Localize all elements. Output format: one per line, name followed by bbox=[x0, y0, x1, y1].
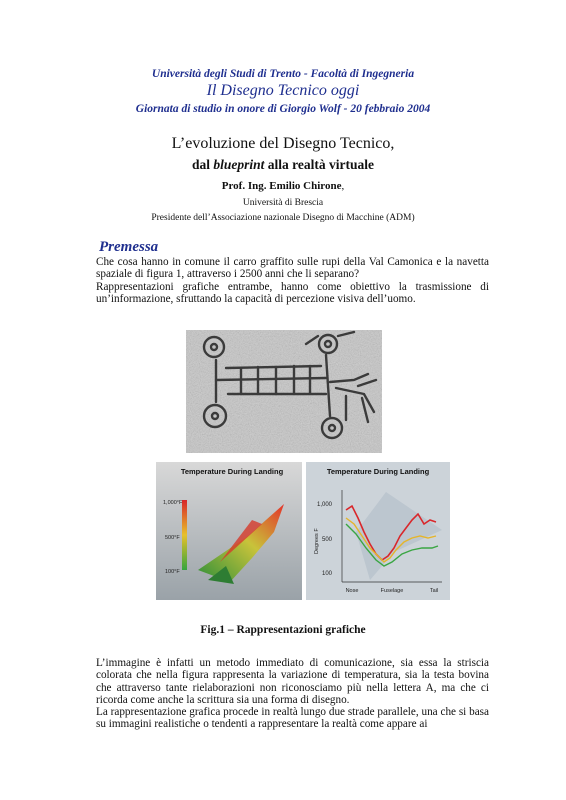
header-event-title: Il Disegno Tecnico oggi bbox=[206, 82, 360, 99]
author-punct: , bbox=[341, 180, 345, 192]
scale-label-mid: 500°F bbox=[165, 535, 180, 541]
paper-title: L’evoluzione del Disegno Tecnico, bbox=[171, 135, 395, 152]
right-panel-title: Temperature During Landing bbox=[326, 467, 430, 476]
temperature-scale-bar bbox=[182, 500, 187, 570]
y-tick-1000: 1,000 bbox=[316, 502, 332, 508]
paragraph-intro-s2: Rappresentazioni grafiche entrambe, hanno come obiettivo la trasmissione di un’informazione, sfruttando la capacità di percezione visiva dell’uomo. bbox=[96, 280, 489, 305]
x-tick-tail: Tail bbox=[429, 588, 439, 594]
left-panel-title: Temperature During Landing bbox=[180, 467, 284, 476]
scale-label-high: 1,000°F bbox=[163, 500, 183, 506]
y-tick-500: 500 bbox=[321, 537, 332, 543]
y-axis-label: Degrees F bbox=[314, 528, 320, 554]
paragraph-intro bbox=[96, 256, 489, 305]
subtitle-pre: dal bbox=[191, 157, 214, 172]
paper-subtitle bbox=[0, 157, 566, 173]
shuttle-temperature-figure bbox=[156, 462, 450, 600]
paragraph-intro-s1: Che cosa hanno in comune il carro graffito sulle rupi della Val Camonica e la navetta spaziale di figura 1, attraverso i 2500 anni che li separano? bbox=[96, 256, 489, 281]
author-role: Presidente dell’Associazione nazionale Disegno di Macchine (ADM) bbox=[151, 213, 415, 223]
paragraph-body-s1: L’immagine è infatti un metodo immediato di comunicazione, sia essa la striscia colorata che nella figura rappresenta la variazione di temperatura, sia la testa bovina che attraverso tante rielaborazioni non riconosciamo più nella lettera A, ma che ci ricorda come anche la scrittura sia una forma di disegno. bbox=[96, 657, 489, 706]
x-tick-nose: Nose bbox=[345, 588, 359, 594]
header-event-subtitle: Giornata di studio in onore di Giorgio Wolf - 20 febbraio 2004 bbox=[135, 103, 431, 115]
author-name: Prof. Ing. Emilio Chirone bbox=[221, 180, 342, 192]
x-tick-fuselage: Fuselage bbox=[380, 588, 404, 594]
paragraph-body-s2: La rappresentazione grafica procede in realtà lungo due strade parallele, una che si basa su immagini realistiche o tendenti a rappresentare la realtà come appare ai bbox=[96, 706, 489, 731]
header-university: Università degli Studi di Trento - Facoltà di Ingegneria bbox=[151, 68, 415, 80]
rock-carving-image bbox=[186, 330, 382, 453]
scale-label-low: 100°F bbox=[165, 569, 180, 575]
subtitle-post: alla realtà virtuale bbox=[264, 157, 374, 172]
section-heading: Premessa bbox=[99, 239, 159, 255]
paragraph-body bbox=[96, 657, 489, 731]
author-affiliation: Università di Brescia bbox=[242, 198, 324, 208]
figure-caption: Fig.1 – Rappresentazioni grafiche bbox=[200, 624, 366, 636]
subtitle-emphasis: blueprint bbox=[213, 157, 265, 172]
author-line bbox=[0, 180, 566, 192]
y-tick-100: 100 bbox=[321, 571, 332, 577]
